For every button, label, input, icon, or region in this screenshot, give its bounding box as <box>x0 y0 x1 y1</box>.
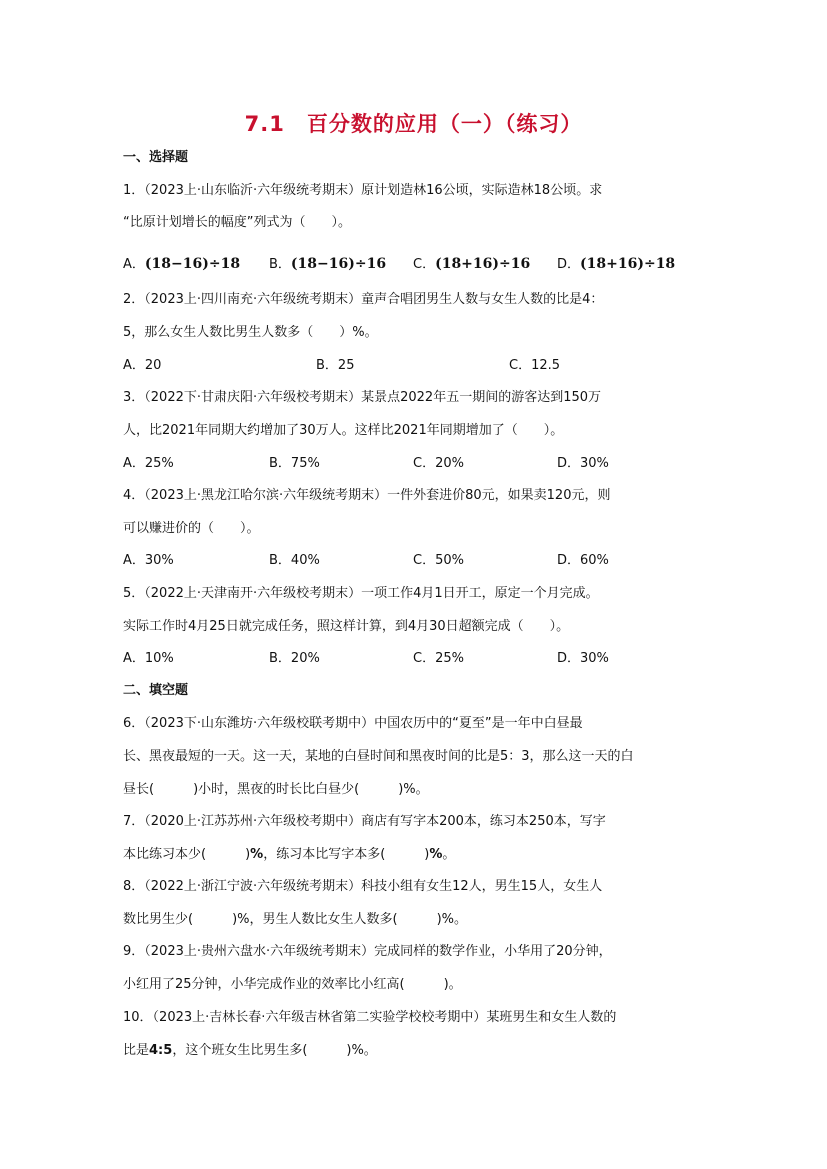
q5-option-c: C．25% <box>413 651 464 666</box>
question-6-line-2: 长、黑夜最短的一天。这一天，某地的白昼时间和黑夜时间的比是5：3，那么这一天的白 <box>123 749 634 764</box>
q2-option-c: C．12.5 <box>509 358 561 373</box>
question-3-line-2: 人，比2021年同期大约增加了30万人。这样比2021年同期增加了（ ）。 <box>123 423 564 438</box>
question-4-line-1: 4．（2023上·黑龙江哈尔滨·六年级统考期末）一件外套进价80元，如果卖120元，则 <box>123 488 611 503</box>
q1-option-b: B．(18−16)÷16 <box>269 256 387 272</box>
q1-option-c-formula: (18+16)÷16 <box>435 256 531 272</box>
question-1-line-1: 1．（2023上·山东临沂·六年级统考期末）原计划造林16公顷，实际造林18公顷。求 <box>123 183 603 198</box>
question-9-line-1: 9．（2023上·贵州六盘水·六年级统考期末）完成同样的数学作业，小华用了20分钟， <box>123 944 612 959</box>
question-5-line-2: 实际工作时4月25日就完成任务，照这样计算，到4月30日超额完成（ ）。 <box>123 619 570 634</box>
q1-option-d-formula: (18+16)÷18 <box>580 256 676 272</box>
question-9-line-2: 小红用了25分钟，小华完成作业的效率比小红高( )。 <box>123 977 462 992</box>
q5-option-a: A．10% <box>123 651 174 666</box>
q1-option-a-formula: (18−16)÷18 <box>144 256 241 272</box>
question-2-line-2: 5，那么女生人数比男生人数多（ ）%。 <box>123 325 378 340</box>
q4-option-b: B．40% <box>269 553 320 568</box>
question-1-line-2: “比原计划增长的幅度”列式为（ ）。 <box>123 215 351 230</box>
question-8-line-1: 8．（2022上·浙江宁波·六年级统考期末）科技小组有女生12人，男生15人，女生人 <box>123 879 603 894</box>
page-title: 7.1 百分数的应用（一）（练习） <box>244 112 583 136</box>
question-7-line-2: 本比练习本少( )%，练习本比写字本多( )%。 <box>123 847 456 862</box>
q1-option-b-formula: (18−16)÷16 <box>290 256 387 272</box>
q5-option-d: D．30% <box>557 651 609 666</box>
question-6-line-1: 6．（2023下·山东潍坊·六年级校联考期中）中国农历中的“夏至”是一年中白昼最 <box>123 716 583 731</box>
q2-option-b: B．25 <box>316 358 355 373</box>
q4-option-a: A．30% <box>123 553 174 568</box>
q1-option-a: A．(18−16)÷18 <box>123 256 241 272</box>
question-8-line-2: 数比男生少( )%，男生人数比女生人数多( )%。 <box>123 912 467 927</box>
q3-option-d: D．30% <box>557 456 609 471</box>
question-7-line-1: 7．（2020上·江苏苏州·六年级校考期中）商店有写字本200本，练习本250本，写字 <box>123 814 606 829</box>
section-choice-heading: 一、选择题 <box>123 150 189 165</box>
q4-option-c: C．50% <box>413 553 464 568</box>
q1-option-d: D．(18+16)÷18 <box>557 256 676 272</box>
question-6-line-3: 昼长( )小时，黑夜的时长比白昼少( )%。 <box>123 782 429 797</box>
question-10-line-1: 10．（2023上·吉林长春·六年级吉林省第二实验学校校考期中）某班男生和女生人数的 <box>123 1010 617 1025</box>
section-fill-heading: 二、填空题 <box>123 683 189 698</box>
question-10-line-2: 比是4:5，这个班女生比男生多( )%。 <box>123 1043 377 1058</box>
q3-option-c: C．20% <box>413 456 464 471</box>
question-2-line-1: 2．（2023上·四川南充·六年级统考期末）童声合唱团男生人数与女生人数的比是4： <box>123 292 604 307</box>
q1-option-c: C．(18+16)÷16 <box>413 256 531 272</box>
q3-option-b: B．75% <box>269 456 320 471</box>
q3-option-a: A．25% <box>123 456 174 471</box>
q4-option-d: D．60% <box>557 553 609 568</box>
question-5-line-1: 5．（2022上·天津南开·六年级校考期末）一项工作4月1日开工，原定一个月完成。 <box>123 586 599 601</box>
question-4-line-2: 可以赚进价的（ ）。 <box>123 521 260 536</box>
question-3-line-1: 3．（2022下·甘肃庆阳·六年级校考期末）某景点2022年五一期间的游客达到150万 <box>123 390 602 405</box>
q5-option-b: B．20% <box>269 651 320 666</box>
q2-option-a: A．20 <box>123 358 162 373</box>
